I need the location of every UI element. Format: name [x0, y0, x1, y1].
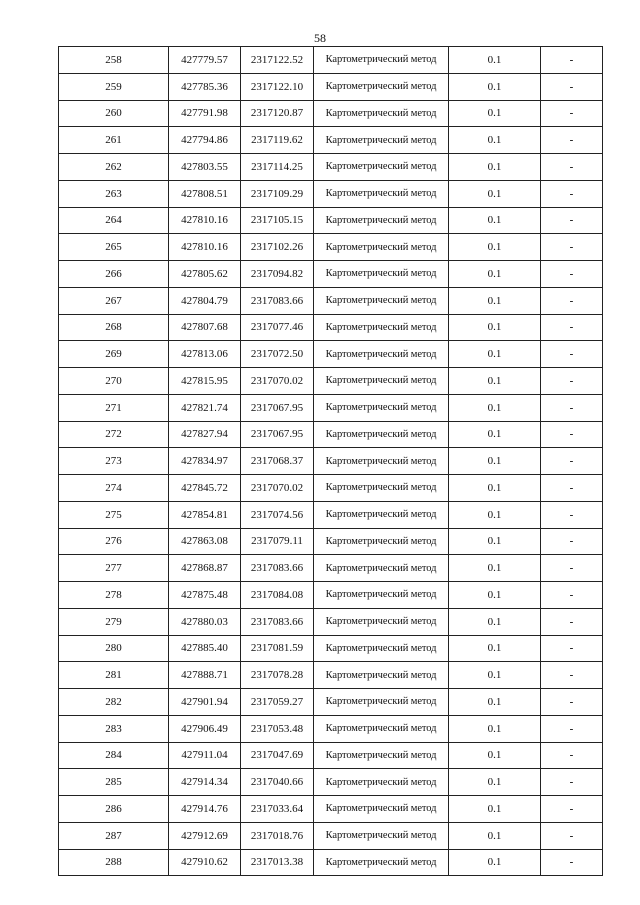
y-coordinate-cell: 2317059.27	[241, 689, 314, 716]
note-cell: -	[541, 154, 603, 181]
point-number-cell: 286	[59, 796, 169, 823]
note-cell: -	[541, 475, 603, 502]
note-cell: -	[541, 635, 603, 662]
point-number-cell: 265	[59, 234, 169, 261]
note-cell: -	[541, 822, 603, 849]
y-coordinate-cell: 2317067.95	[241, 394, 314, 421]
accuracy-cell: 0.1	[449, 127, 541, 154]
point-number-cell: 281	[59, 662, 169, 689]
y-coordinate-cell: 2317083.66	[241, 287, 314, 314]
y-coordinate-cell: 2317109.29	[241, 180, 314, 207]
x-coordinate-cell: 427779.57	[169, 47, 241, 74]
note-cell: -	[541, 689, 603, 716]
table-row	[59, 73, 603, 100]
method-cell: Картометрический метод	[314, 261, 449, 288]
method-cell: Картометрический метод	[314, 715, 449, 742]
note-cell: -	[541, 73, 603, 100]
table-row	[59, 234, 603, 261]
x-coordinate-cell: 427885.40	[169, 635, 241, 662]
y-coordinate-cell: 2317084.08	[241, 582, 314, 609]
accuracy-cell: 0.1	[449, 448, 541, 475]
table-row	[59, 796, 603, 823]
accuracy-cell: 0.1	[449, 742, 541, 769]
point-number-cell: 267	[59, 287, 169, 314]
x-coordinate-cell: 427834.97	[169, 448, 241, 475]
method-cell: Картометрический метод	[314, 796, 449, 823]
coordinates-table	[58, 46, 603, 876]
y-coordinate-cell: 2317122.10	[241, 73, 314, 100]
point-number-cell: 258	[59, 47, 169, 74]
y-coordinate-cell: 2317072.50	[241, 341, 314, 368]
x-coordinate-cell: 427880.03	[169, 608, 241, 635]
table-row	[59, 822, 603, 849]
method-cell: Картометрический метод	[314, 314, 449, 341]
method-cell: Картометрический метод	[314, 662, 449, 689]
accuracy-cell: 0.1	[449, 73, 541, 100]
table-row	[59, 582, 603, 609]
y-coordinate-cell: 2317053.48	[241, 715, 314, 742]
method-cell: Картометрический метод	[314, 528, 449, 555]
accuracy-cell: 0.1	[449, 689, 541, 716]
point-number-cell: 282	[59, 689, 169, 716]
x-coordinate-cell: 427803.55	[169, 154, 241, 181]
x-coordinate-cell: 427914.34	[169, 769, 241, 796]
method-cell: Картометрический метод	[314, 207, 449, 234]
accuracy-cell: 0.1	[449, 822, 541, 849]
method-cell: Картометрический метод	[314, 368, 449, 395]
point-number-cell: 270	[59, 368, 169, 395]
x-coordinate-cell: 427794.86	[169, 127, 241, 154]
y-coordinate-cell: 2317033.64	[241, 796, 314, 823]
method-cell: Картометрический метод	[314, 287, 449, 314]
x-coordinate-cell: 427827.94	[169, 421, 241, 448]
y-coordinate-cell: 2317122.52	[241, 47, 314, 74]
table-row	[59, 448, 603, 475]
y-coordinate-cell: 2317078.28	[241, 662, 314, 689]
x-coordinate-cell: 427901.94	[169, 689, 241, 716]
method-cell: Картометрический метод	[314, 341, 449, 368]
note-cell: -	[541, 582, 603, 609]
table-row	[59, 154, 603, 181]
table-row	[59, 314, 603, 341]
method-cell: Картометрический метод	[314, 234, 449, 261]
x-coordinate-cell: 427875.48	[169, 582, 241, 609]
note-cell: -	[541, 769, 603, 796]
note-cell: -	[541, 608, 603, 635]
table-row	[59, 100, 603, 127]
method-cell: Картометрический метод	[314, 742, 449, 769]
note-cell: -	[541, 47, 603, 74]
accuracy-cell: 0.1	[449, 475, 541, 502]
method-cell: Картометрический метод	[314, 47, 449, 74]
point-number-cell: 284	[59, 742, 169, 769]
point-number-cell: 263	[59, 180, 169, 207]
point-number-cell: 279	[59, 608, 169, 635]
accuracy-cell: 0.1	[449, 849, 541, 876]
accuracy-cell: 0.1	[449, 635, 541, 662]
x-coordinate-cell: 427785.36	[169, 73, 241, 100]
method-cell: Картометрический метод	[314, 421, 449, 448]
point-number-cell: 278	[59, 582, 169, 609]
method-cell: Картометрический метод	[314, 180, 449, 207]
point-number-cell: 283	[59, 715, 169, 742]
method-cell: Картометрический метод	[314, 154, 449, 181]
accuracy-cell: 0.1	[449, 421, 541, 448]
method-cell: Картометрический метод	[314, 769, 449, 796]
x-coordinate-cell: 427810.16	[169, 234, 241, 261]
method-cell: Картометрический метод	[314, 501, 449, 528]
accuracy-cell: 0.1	[449, 207, 541, 234]
method-cell: Картометрический метод	[314, 608, 449, 635]
point-number-cell: 275	[59, 501, 169, 528]
point-number-cell: 287	[59, 822, 169, 849]
table-row	[59, 287, 603, 314]
note-cell: -	[541, 849, 603, 876]
table-row	[59, 47, 603, 74]
note-cell: -	[541, 287, 603, 314]
table-row	[59, 849, 603, 876]
note-cell: -	[541, 742, 603, 769]
table-row	[59, 769, 603, 796]
note-cell: -	[541, 180, 603, 207]
point-number-cell: 268	[59, 314, 169, 341]
y-coordinate-cell: 2317040.66	[241, 769, 314, 796]
x-coordinate-cell: 427863.08	[169, 528, 241, 555]
accuracy-cell: 0.1	[449, 528, 541, 555]
x-coordinate-cell: 427888.71	[169, 662, 241, 689]
x-coordinate-cell: 427813.06	[169, 341, 241, 368]
y-coordinate-cell: 2317070.02	[241, 368, 314, 395]
x-coordinate-cell: 427808.51	[169, 180, 241, 207]
note-cell: -	[541, 662, 603, 689]
method-cell: Картометрический метод	[314, 394, 449, 421]
table-row	[59, 368, 603, 395]
table-row	[59, 501, 603, 528]
note-cell: -	[541, 555, 603, 582]
y-coordinate-cell: 2317102.26	[241, 234, 314, 261]
y-coordinate-cell: 2317094.82	[241, 261, 314, 288]
accuracy-cell: 0.1	[449, 555, 541, 582]
y-coordinate-cell: 2317067.95	[241, 421, 314, 448]
y-coordinate-cell: 2317013.38	[241, 849, 314, 876]
table-row	[59, 528, 603, 555]
point-number-cell: 264	[59, 207, 169, 234]
note-cell: -	[541, 100, 603, 127]
point-number-cell: 285	[59, 769, 169, 796]
method-cell: Картометрический метод	[314, 689, 449, 716]
note-cell: -	[541, 341, 603, 368]
accuracy-cell: 0.1	[449, 100, 541, 127]
y-coordinate-cell: 2317114.25	[241, 154, 314, 181]
method-cell: Картометрический метод	[314, 73, 449, 100]
point-number-cell: 274	[59, 475, 169, 502]
note-cell: -	[541, 261, 603, 288]
y-coordinate-cell: 2317081.59	[241, 635, 314, 662]
x-coordinate-cell: 427854.81	[169, 501, 241, 528]
y-coordinate-cell: 2317068.37	[241, 448, 314, 475]
y-coordinate-cell: 2317120.87	[241, 100, 314, 127]
x-coordinate-cell: 427911.04	[169, 742, 241, 769]
y-coordinate-cell: 2317047.69	[241, 742, 314, 769]
x-coordinate-cell: 427804.79	[169, 287, 241, 314]
table-row	[59, 475, 603, 502]
point-number-cell: 260	[59, 100, 169, 127]
coordinates-table-body	[59, 47, 603, 876]
x-coordinate-cell: 427906.49	[169, 715, 241, 742]
method-cell: Картометрический метод	[314, 448, 449, 475]
accuracy-cell: 0.1	[449, 769, 541, 796]
y-coordinate-cell: 2317018.76	[241, 822, 314, 849]
accuracy-cell: 0.1	[449, 608, 541, 635]
x-coordinate-cell: 427805.62	[169, 261, 241, 288]
table-row	[59, 180, 603, 207]
note-cell: -	[541, 234, 603, 261]
accuracy-cell: 0.1	[449, 394, 541, 421]
accuracy-cell: 0.1	[449, 796, 541, 823]
x-coordinate-cell: 427791.98	[169, 100, 241, 127]
x-coordinate-cell: 427815.95	[169, 368, 241, 395]
accuracy-cell: 0.1	[449, 368, 541, 395]
point-number-cell: 273	[59, 448, 169, 475]
table-row	[59, 635, 603, 662]
table-row	[59, 555, 603, 582]
y-coordinate-cell: 2317105.15	[241, 207, 314, 234]
y-coordinate-cell: 2317074.56	[241, 501, 314, 528]
note-cell: -	[541, 127, 603, 154]
point-number-cell: 276	[59, 528, 169, 555]
method-cell: Картометрический метод	[314, 127, 449, 154]
note-cell: -	[541, 207, 603, 234]
accuracy-cell: 0.1	[449, 154, 541, 181]
method-cell: Картометрический метод	[314, 849, 449, 876]
point-number-cell: 272	[59, 421, 169, 448]
method-cell: Картометрический метод	[314, 635, 449, 662]
table-row	[59, 261, 603, 288]
accuracy-cell: 0.1	[449, 715, 541, 742]
note-cell: -	[541, 796, 603, 823]
point-number-cell: 277	[59, 555, 169, 582]
x-coordinate-cell: 427821.74	[169, 394, 241, 421]
note-cell: -	[541, 421, 603, 448]
table-row	[59, 715, 603, 742]
method-cell: Картометрический метод	[314, 582, 449, 609]
y-coordinate-cell: 2317070.02	[241, 475, 314, 502]
y-coordinate-cell: 2317119.62	[241, 127, 314, 154]
point-number-cell: 261	[59, 127, 169, 154]
accuracy-cell: 0.1	[449, 47, 541, 74]
x-coordinate-cell: 427810.16	[169, 207, 241, 234]
x-coordinate-cell: 427807.68	[169, 314, 241, 341]
accuracy-cell: 0.1	[449, 582, 541, 609]
method-cell: Картометрический метод	[314, 555, 449, 582]
point-number-cell: 271	[59, 394, 169, 421]
y-coordinate-cell: 2317083.66	[241, 555, 314, 582]
note-cell: -	[541, 368, 603, 395]
y-coordinate-cell: 2317079.11	[241, 528, 314, 555]
table-row	[59, 207, 603, 234]
accuracy-cell: 0.1	[449, 261, 541, 288]
method-cell: Картометрический метод	[314, 822, 449, 849]
table-row	[59, 689, 603, 716]
x-coordinate-cell: 427914.76	[169, 796, 241, 823]
y-coordinate-cell: 2317077.46	[241, 314, 314, 341]
table-row	[59, 608, 603, 635]
method-cell: Картометрический метод	[314, 475, 449, 502]
table-row	[59, 662, 603, 689]
accuracy-cell: 0.1	[449, 314, 541, 341]
accuracy-cell: 0.1	[449, 662, 541, 689]
table-row	[59, 421, 603, 448]
table-row	[59, 127, 603, 154]
point-number-cell: 259	[59, 73, 169, 100]
accuracy-cell: 0.1	[449, 180, 541, 207]
point-number-cell: 269	[59, 341, 169, 368]
accuracy-cell: 0.1	[449, 287, 541, 314]
point-number-cell: 288	[59, 849, 169, 876]
x-coordinate-cell: 427910.62	[169, 849, 241, 876]
table-row	[59, 394, 603, 421]
note-cell: -	[541, 314, 603, 341]
note-cell: -	[541, 448, 603, 475]
x-coordinate-cell: 427912.69	[169, 822, 241, 849]
point-number-cell: 262	[59, 154, 169, 181]
point-number-cell: 266	[59, 261, 169, 288]
accuracy-cell: 0.1	[449, 501, 541, 528]
note-cell: -	[541, 528, 603, 555]
x-coordinate-cell: 427845.72	[169, 475, 241, 502]
note-cell: -	[541, 501, 603, 528]
method-cell: Картометрический метод	[314, 100, 449, 127]
note-cell: -	[541, 394, 603, 421]
y-coordinate-cell: 2317083.66	[241, 608, 314, 635]
note-cell: -	[541, 715, 603, 742]
point-number-cell: 280	[59, 635, 169, 662]
table-row	[59, 742, 603, 769]
accuracy-cell: 0.1	[449, 341, 541, 368]
table-row	[59, 341, 603, 368]
accuracy-cell: 0.1	[449, 234, 541, 261]
x-coordinate-cell: 427868.87	[169, 555, 241, 582]
page-number: 58	[314, 31, 326, 45]
